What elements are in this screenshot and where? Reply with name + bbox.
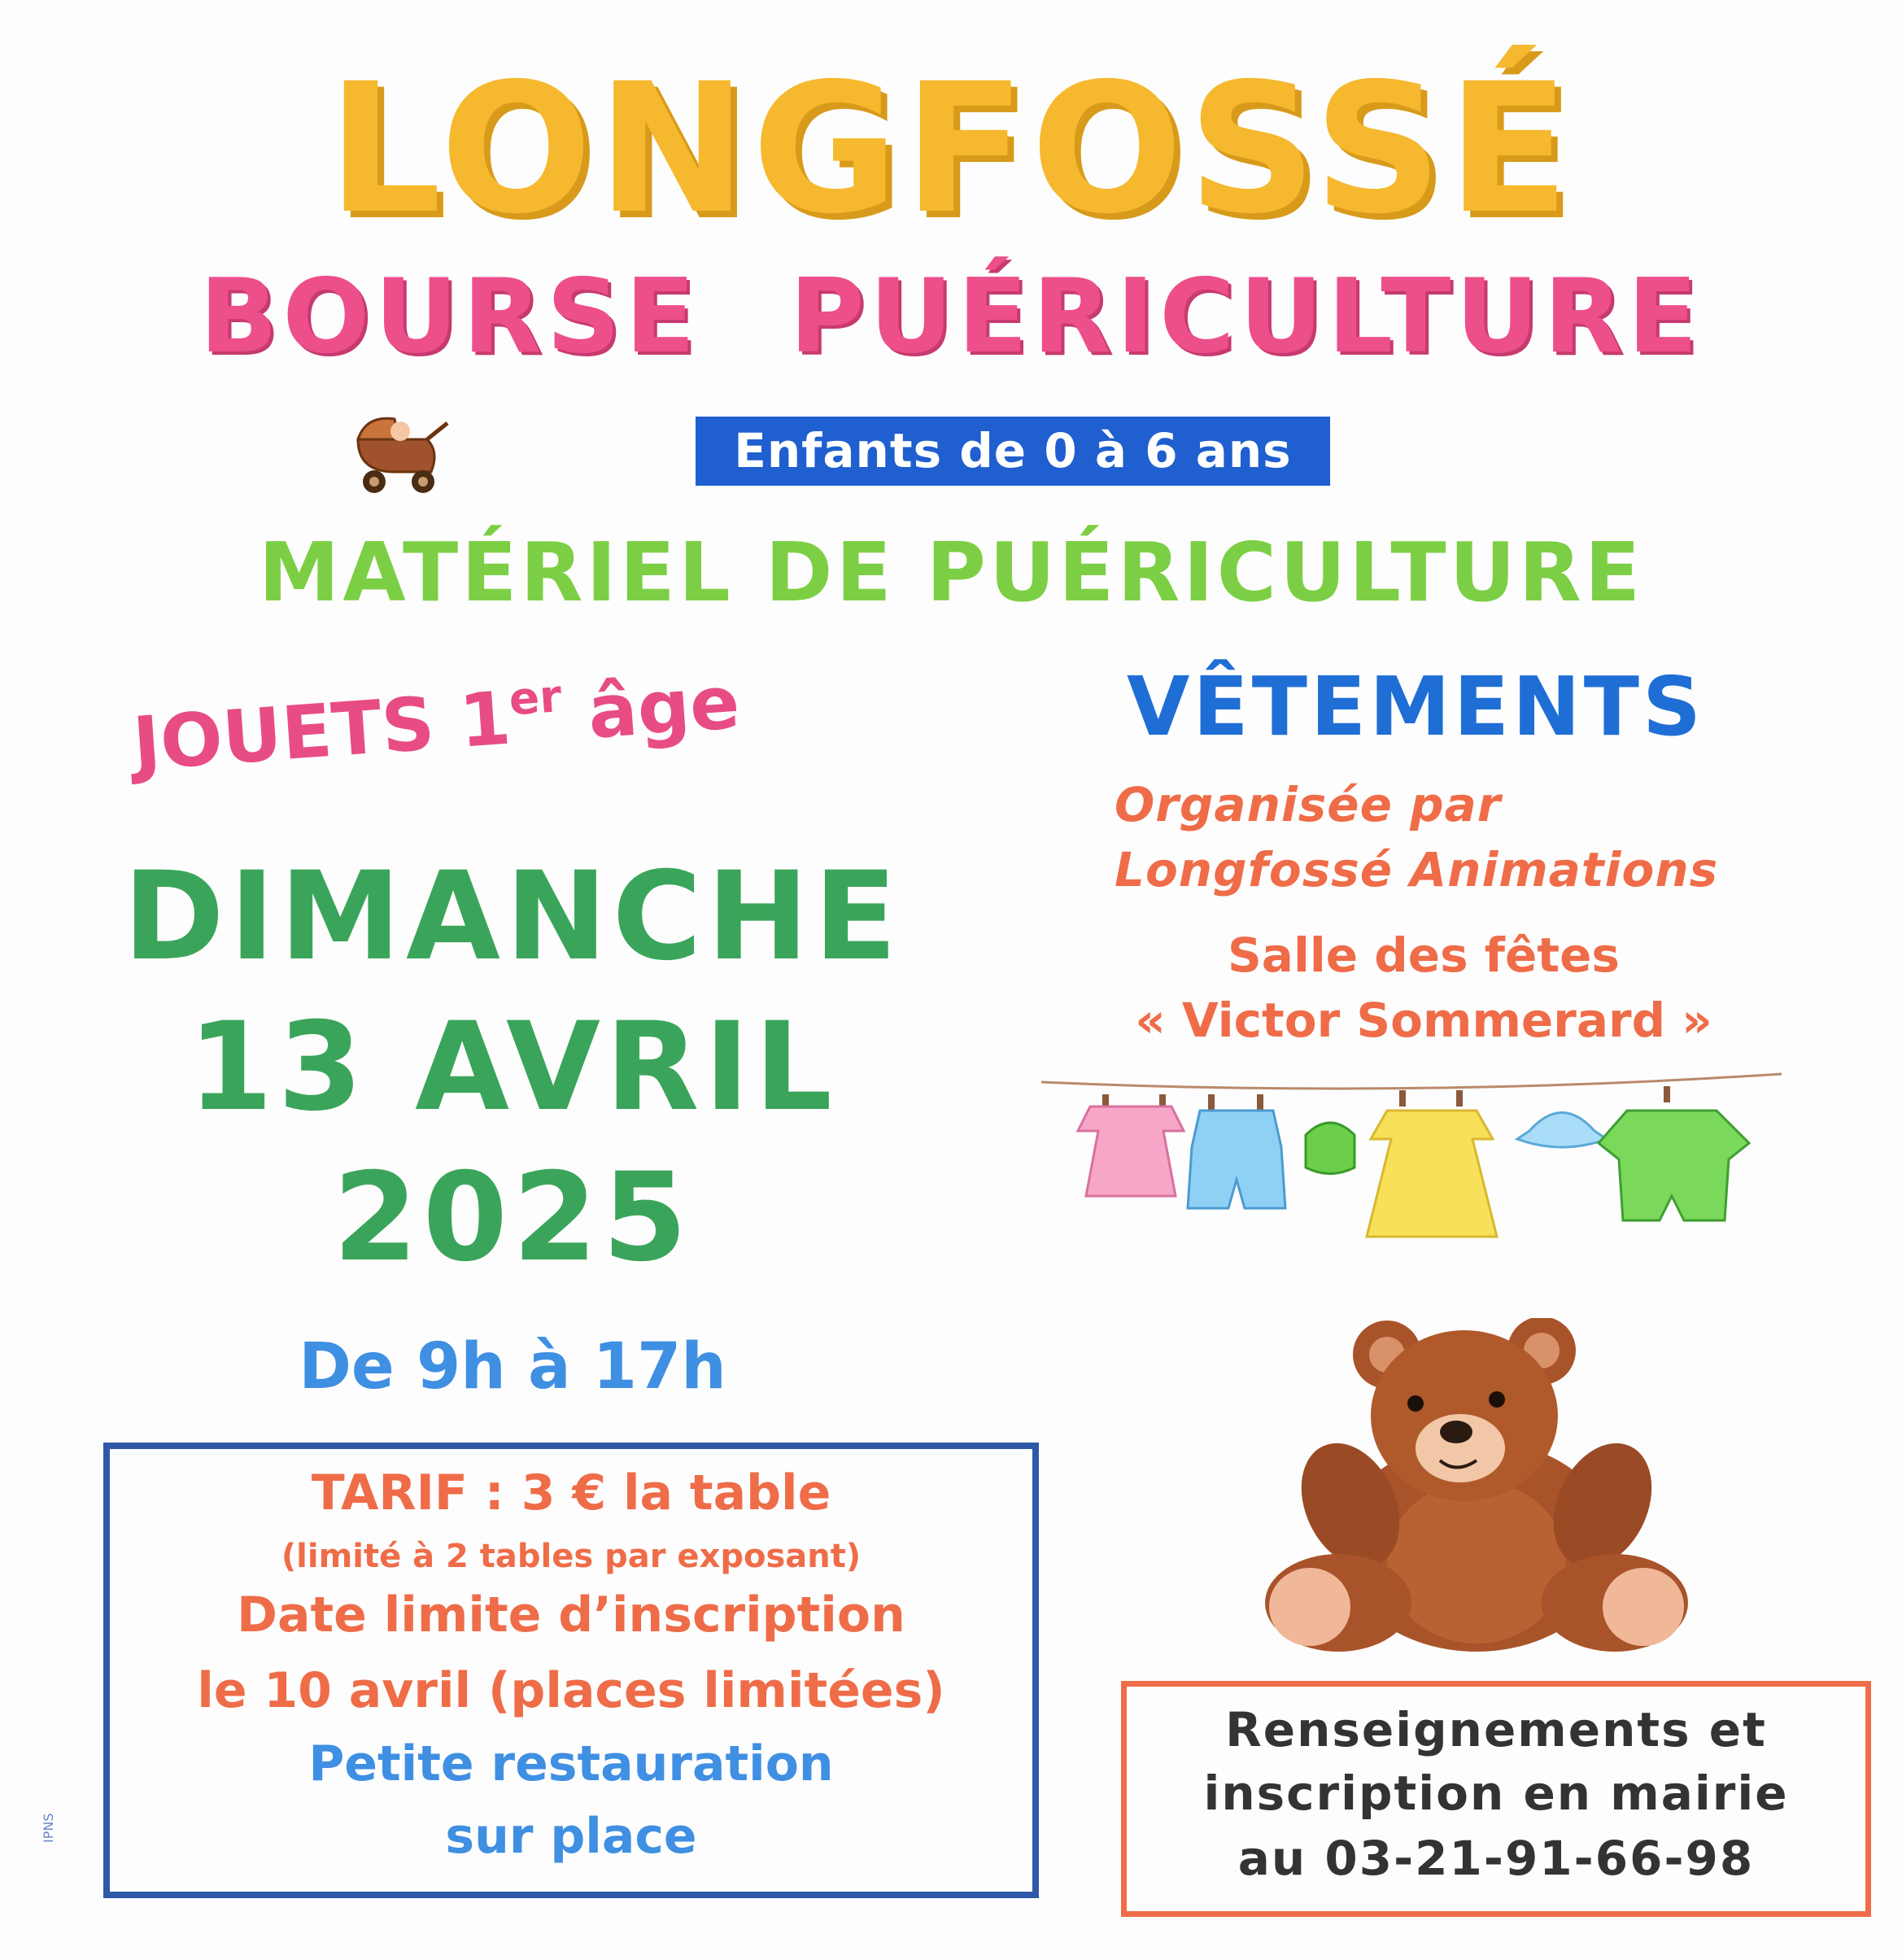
stroller-icon [350,407,456,496]
page-title: LONGFOSSÉ [327,45,1575,253]
venue-line-1: Salle des fêtes [1228,928,1620,983]
ipns-mark: IPNS [41,1813,56,1843]
jouets-label: JOUETS 1 [130,675,514,788]
jouets-heading [130,657,742,788]
event-subtitle: BOURSE PUÉRICULTURE [199,256,1703,376]
vetements-heading: VÊTEMENTS [1127,659,1704,754]
venue-line-2: « Victor Sommerard » [1135,993,1712,1048]
info-line-1: Renseignements et [1225,1702,1767,1757]
food-line-2: sur place [445,1808,697,1865]
food-line-1: Petite restauration [308,1735,834,1792]
deadline-line-2: le 10 avril (places limitées) [197,1662,945,1719]
clothesline-illustration [1041,1066,1782,1253]
event-date: 13 AVRIL [188,997,837,1138]
age-badge: Enfants de 0 à 6 ans [696,417,1330,486]
info-line-3: au 03-21-91-66-98 [1237,1831,1755,1886]
info-line-2: inscription en mairie [1203,1766,1789,1821]
event-day: DIMANCHE [123,846,902,988]
jouets-superscript: er [507,670,564,726]
event-hours: De 9h à 17h [299,1330,726,1403]
deadline-line-1: Date limite d’inscription [237,1587,905,1644]
event-year: 2025 [333,1147,692,1289]
tarif-limit: (limité à 2 tables par exposant) [281,1538,862,1575]
tarif-price: TARIF : 3 € la table [311,1465,831,1521]
materiel-heading: MATÉRIEL DE PUÉRICULTURE [258,525,1644,620]
organizer-line-2: Longfossé Animations [1115,842,1719,897]
jouets-age: âge [560,659,743,757]
organizer-line-1: Organisée par [1115,777,1502,832]
teddy-bear-illustration [1232,1318,1721,1660]
